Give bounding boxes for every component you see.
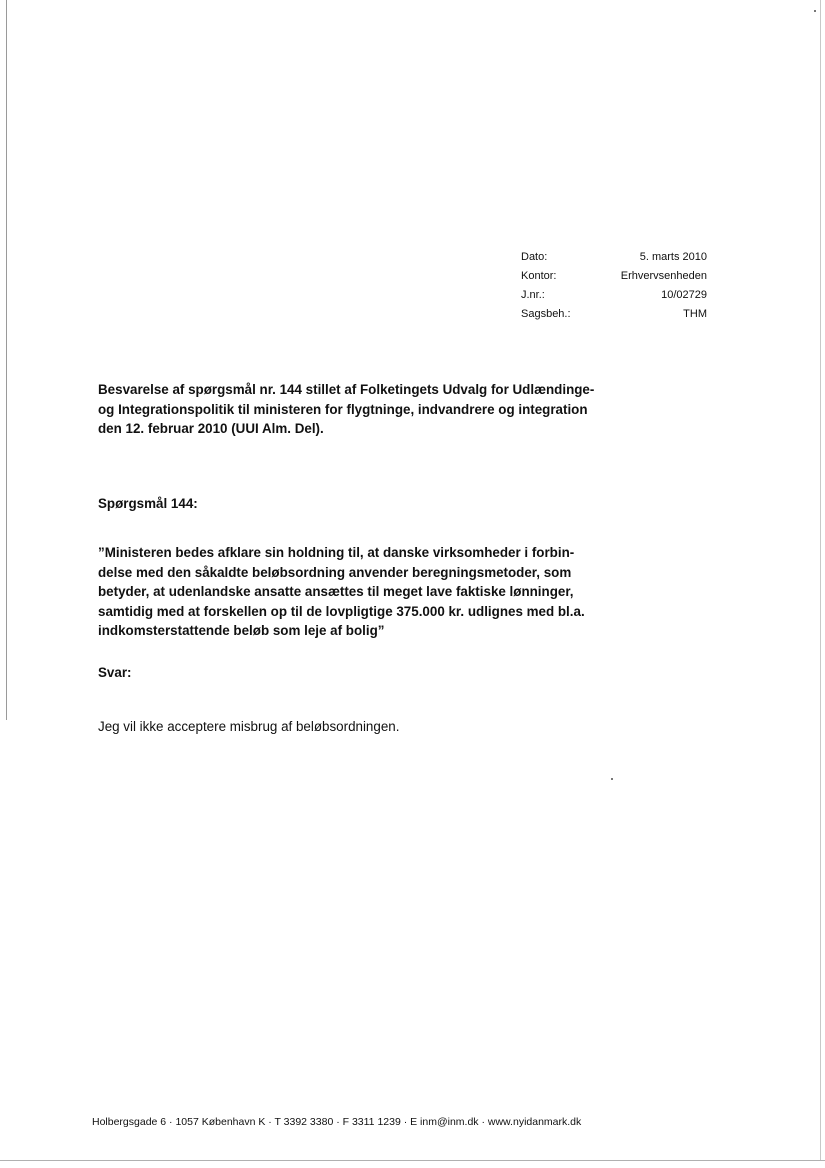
meta-label-journal: J.nr.: (521, 289, 545, 301)
scan-edge-bottom (0, 1160, 825, 1161)
scan-speck (814, 10, 816, 12)
meta-value-office: Erhvervsenheden (620, 270, 707, 282)
scan-edge-right (820, 0, 821, 1160)
meta-value-journal: 10/02729 (661, 289, 707, 301)
title-line: og Integrationspolitik til ministeren for flygtninge, indvandrere og integration (98, 401, 588, 417)
title-line: den 12. februar 2010 (UUI Alm. Del). (98, 421, 324, 436)
scan-speck (611, 778, 613, 780)
question-line: indkomsterstattende beløb som leje af bolig” (98, 623, 385, 638)
document-title (98, 380, 618, 439)
question-line: betyder, at udenlandske ansatte ansættes til meget lave faktiske lønninger, (98, 584, 574, 599)
meta-row-journal (521, 286, 707, 305)
question-heading: Spørgsmål 144: (98, 496, 198, 511)
title-line: Besvarelse af spørgsmål nr. 144 stillet af Folketingets Udvalg for Udlændinge- (98, 382, 595, 397)
meta-label-office: Kontor: (521, 270, 557, 282)
question-line: delse med den såkaldte beløbsordning anvender beregningsmetoder, som (98, 564, 572, 580)
meta-label-date: Dato: (521, 251, 548, 263)
question-line: samtidig med at forskellen op til de lovpligtige 375.000 kr. udlignes med bl.a. (98, 603, 585, 619)
meta-row-office (521, 267, 707, 286)
footer-address: Holbergsgade 6 · 1057 København K · T 3392 3380 · F 3311 1239 · E inm@inm.dk · www.nyidanmark.dk (92, 1116, 582, 1128)
meta-row-date (521, 248, 707, 267)
scan-edge-left (6, 0, 7, 720)
document-metadata (521, 248, 707, 324)
meta-value-date: 5. marts 2010 (639, 251, 707, 263)
answer-heading: Svar: (98, 665, 132, 680)
question-text (98, 543, 618, 641)
meta-label-caseworker: Sagsbeh.: (521, 308, 571, 320)
meta-value-caseworker: THM (683, 308, 707, 320)
answer-text: Jeg vil ikke acceptere misbrug af beløbsordningen. (98, 719, 400, 734)
question-line: ”Ministeren bedes afklare sin holdning til, at danske virksomheder i forbin- (98, 545, 575, 560)
meta-row-caseworker (521, 305, 707, 324)
